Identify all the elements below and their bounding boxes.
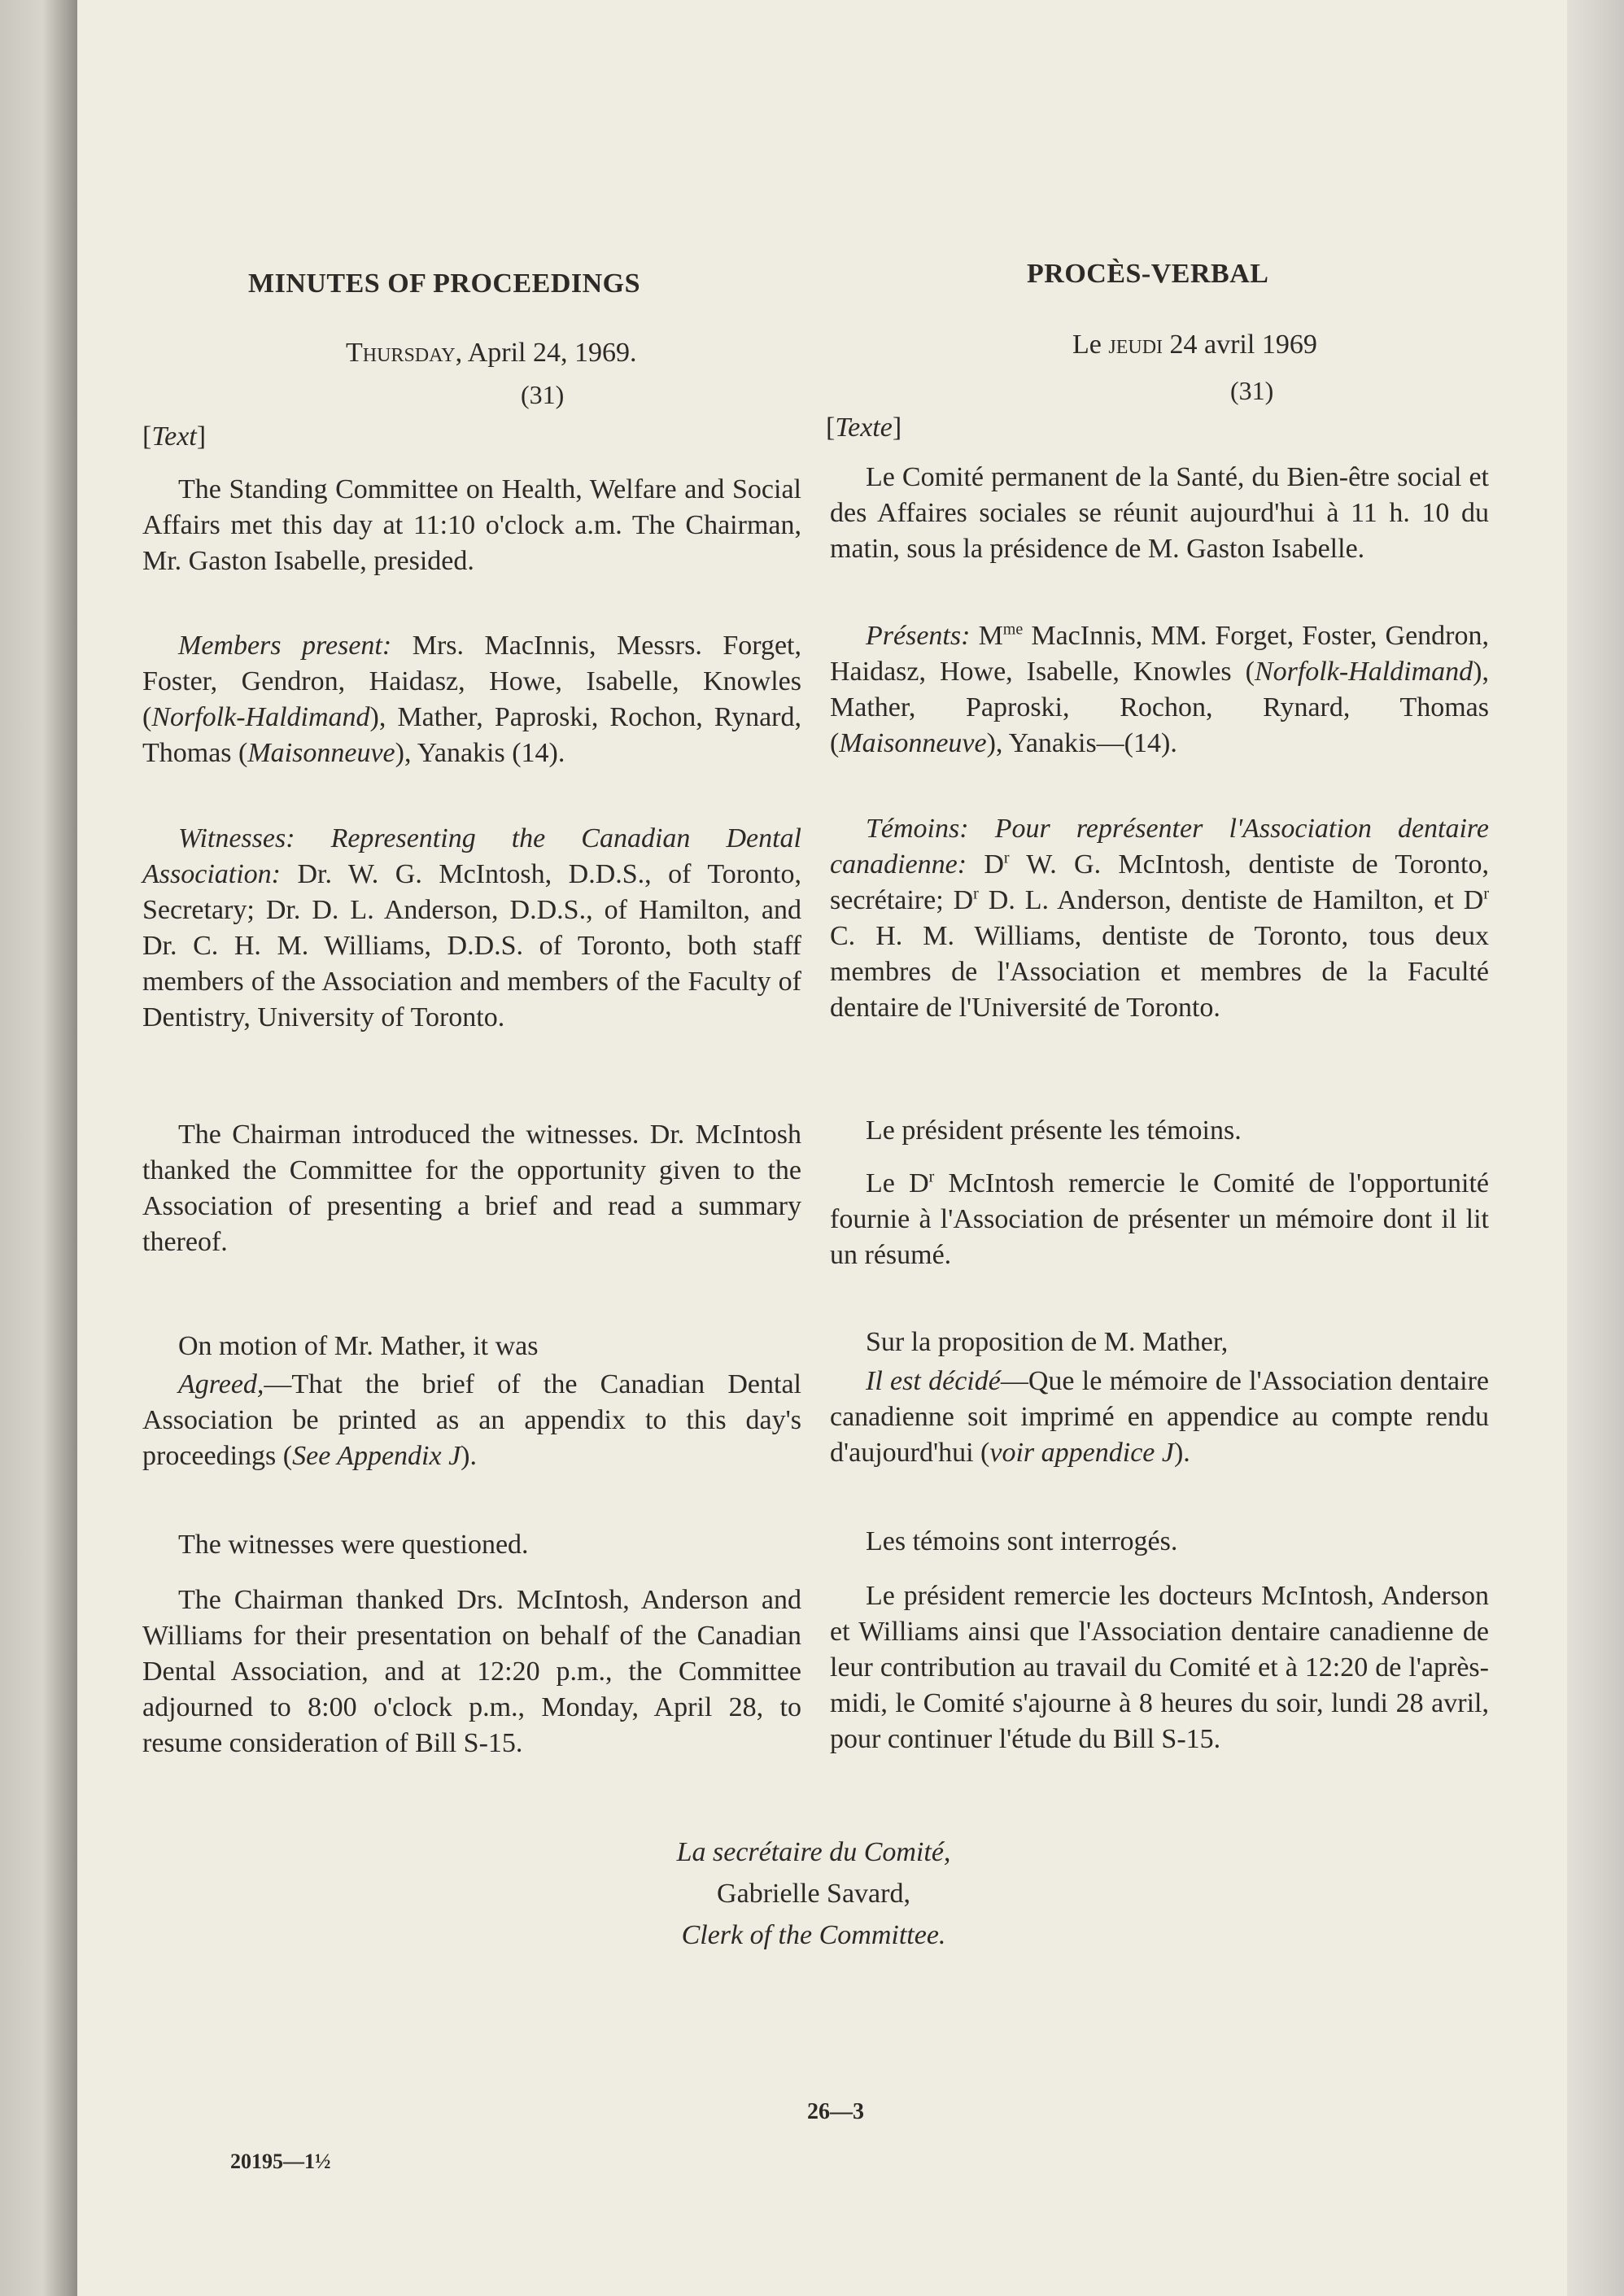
temoins-text-d: C. H. M. Williams, dentiste de Toronto, tous deux membres de l'Association et membres de la Faculté dentaire de l'Université de Toronto. bbox=[830, 921, 1489, 1023]
print-code: 20195—1½ bbox=[230, 2150, 331, 2173]
voir-appendice-j: voir appendice J bbox=[989, 1438, 1174, 1468]
paragraph-chairman-introduced: The Chairman introduced the witnesses. Dr. McIntosh thanked the Committee for the opportunity given to the Association of presenting a brief and read a summary thereof. bbox=[142, 1120, 801, 1257]
agreed-text-b: ). bbox=[461, 1441, 477, 1471]
mme-abbrev: M bbox=[978, 621, 1003, 651]
signature-title-french: La secrétaire du Comité, bbox=[676, 1837, 951, 1867]
witnesses-label: Witnesses: Representing the Canadian Dental Association: bbox=[142, 823, 801, 889]
text-tag-english: [Text] bbox=[142, 421, 207, 452]
meeting-number-english: (31) bbox=[521, 380, 565, 409]
riding-norfolk-haldimand-fr: Norfolk-Haldimand bbox=[1254, 657, 1473, 687]
dr-abbrev: Le D bbox=[866, 1168, 929, 1198]
paragraph-members-present bbox=[142, 628, 801, 771]
paragraph-sur-la-proposition: Sur la proposition de M. Mather, bbox=[866, 1327, 1229, 1357]
dateline-french bbox=[1072, 330, 1317, 360]
texte-tag-label: Texte bbox=[835, 412, 893, 443]
members-present-label: Members present: bbox=[178, 631, 392, 661]
paragraph-comite-reunit: Le Comité permanent de la Santé, du Bien-être social et des Affaires sociales se réunit aujourd'hui à 11 h. 10 du matin, sous la présidence de M. Gaston Isabelle. bbox=[830, 462, 1489, 564]
members-list-c: ), Yanakis (14). bbox=[395, 738, 565, 768]
presents-list-a: MacInnis, MM. Forget, Foster, Gendron, Haidasz, Howe, Isabelle, Knowles ( bbox=[830, 621, 1490, 687]
heading-proces-verbal: PROCÈS-VERBAL bbox=[1027, 259, 1269, 289]
paragraph-temoins-interroges: Les témoins sont interrogés. bbox=[866, 1526, 1178, 1556]
date-day: Thursday, bbox=[346, 338, 463, 368]
il-est-decide-label: Il est décidé bbox=[866, 1366, 1001, 1396]
agreed-text-a: —That the brief of the Canadian Dental Association be printed as an appendix to this day's proceedings ( bbox=[142, 1369, 801, 1471]
presents-list-b: ), Mather, Paproski, Rochon, Rynard, Thomas ( bbox=[830, 657, 1489, 758]
text-tag-french: [Texte] bbox=[826, 412, 902, 443]
book-gutter-edge bbox=[0, 0, 77, 2296]
paragraph-witnesses-questioned: The witnesses were questioned. bbox=[178, 1530, 529, 1560]
dr-sup-3: r bbox=[1483, 884, 1489, 903]
paragraph-president-remercie: Le président remercie les docteurs McIntosh, Anderson et Williams ainsi que l'Association dentaire canadienne de leur contribution au travail du Comité et à 12:20 de l'après-midi, le Comité s'ajourne à 8 heures du soir, lundi 28 avril, pour continuer l'étude du Bill S-15. bbox=[830, 1581, 1489, 1754]
decide-text-b: ). bbox=[1173, 1438, 1190, 1468]
paragraph-meeting-opened: The Standing Committee on Health, Welfare and Social Affairs met this day at 11:10 o'clock a.m. The Chairman, Mr. Gaston Isabelle, presided. bbox=[142, 474, 801, 576]
paragraph-temoins bbox=[830, 811, 1489, 1026]
paragraph-on-motion: On motion of Mr. Mather, it was bbox=[178, 1331, 539, 1361]
temoins-text-c: D. L. Anderson, dentiste de Hamilton, et D bbox=[978, 885, 1484, 915]
riding-maisonneuve-fr: Maisonneuve bbox=[839, 728, 987, 758]
heading-minutes-of-proceedings: MINUTES OF PROCEEDINGS bbox=[248, 268, 641, 299]
dateline-english bbox=[346, 338, 637, 369]
page-number: 26—3 bbox=[807, 2099, 864, 2124]
witnesses-list: Dr. W. G. McIntosh, D.D.S., of Toronto, Secretary; Dr. D. L. Anderson, D.D.S., of Hamilton, and Dr. C. H. M. Williams, D.D.S. of Toronto, both staff members of the Association and members of the Faculty of Dentistry, University of Toronto. bbox=[142, 859, 801, 1032]
date-rest-fr: 24 avril 1969 bbox=[1169, 330, 1317, 360]
paragraph-dr-mcintosh-remercie bbox=[830, 1166, 1489, 1273]
presents-label: Présents: bbox=[866, 621, 971, 651]
decide-text-a: —Que le mémoire de l'Association dentaire canadienne soit imprimé en appendice au compte rendu d'aujourd'hui ( bbox=[830, 1366, 1489, 1468]
riding-norfolk-haldimand: Norfolk-Haldimand bbox=[151, 702, 370, 732]
meeting-number-french: (31) bbox=[1230, 376, 1274, 405]
dr-sup-4: r bbox=[928, 1168, 935, 1186]
paragraph-presents bbox=[830, 618, 1489, 762]
temoins-label: Témoins: Pour représenter l'Association dentaire canadienne: bbox=[830, 814, 1489, 880]
see-appendix-j: See Appendix J bbox=[292, 1441, 461, 1471]
temoins-text-b: W. G. McIntosh, dentiste de Toronto, secrétaire; D bbox=[830, 849, 1489, 915]
paragraph-agreed bbox=[142, 1367, 801, 1474]
temoins-text-a: D bbox=[967, 849, 1004, 880]
paragraph-chairman-thanked: The Chairman thanked Drs. McIntosh, Anderson and Williams for their presentation on behalf of the Canadian Dental Association, and at 12:20 p.m., the Committee adjourned to 8:00 o'clock p.m., Monday, April 28, to resume consideration of Bill S-15. bbox=[142, 1585, 801, 1758]
paragraph-witnesses bbox=[142, 821, 801, 1036]
paragraph-il-est-decide bbox=[830, 1364, 1489, 1471]
paragraph-president-presente: Le président présente les témoins. bbox=[866, 1115, 1242, 1146]
presents-list-c: ), Yanakis—(14). bbox=[986, 728, 1177, 758]
members-list-a: Mrs. MacInnis, Messrs. Forget, Foster, Gendron, Haidasz, Howe, Isabelle, Knowles ( bbox=[142, 631, 801, 732]
remercie-text: McIntosh remercie le Comité de l'opportunité fournie à l'Association de présenter un mémoire dont il lit un résumé. bbox=[830, 1168, 1489, 1270]
signature-name: Gabrielle Savard, bbox=[717, 1879, 910, 1909]
signature-title-english: Clerk of the Committee. bbox=[681, 1920, 946, 1950]
dr-sup-2: r bbox=[973, 884, 979, 903]
agreed-label: Agreed, bbox=[178, 1369, 264, 1399]
riding-maisonneuve: Maisonneuve bbox=[247, 738, 395, 768]
date-day-fr: jeudi bbox=[1108, 330, 1163, 360]
text-tag-label: Text bbox=[151, 421, 197, 452]
members-list-b: ), Mather, Paproski, Rochon, Rynard, Thomas ( bbox=[142, 702, 801, 768]
dr-sup-1: r bbox=[1003, 849, 1010, 867]
date-rest: April 24, 1969. bbox=[467, 338, 637, 368]
date-pre: Le bbox=[1072, 330, 1102, 360]
mme-sup: me bbox=[1002, 620, 1024, 639]
page-right-edge bbox=[1567, 0, 1624, 2296]
